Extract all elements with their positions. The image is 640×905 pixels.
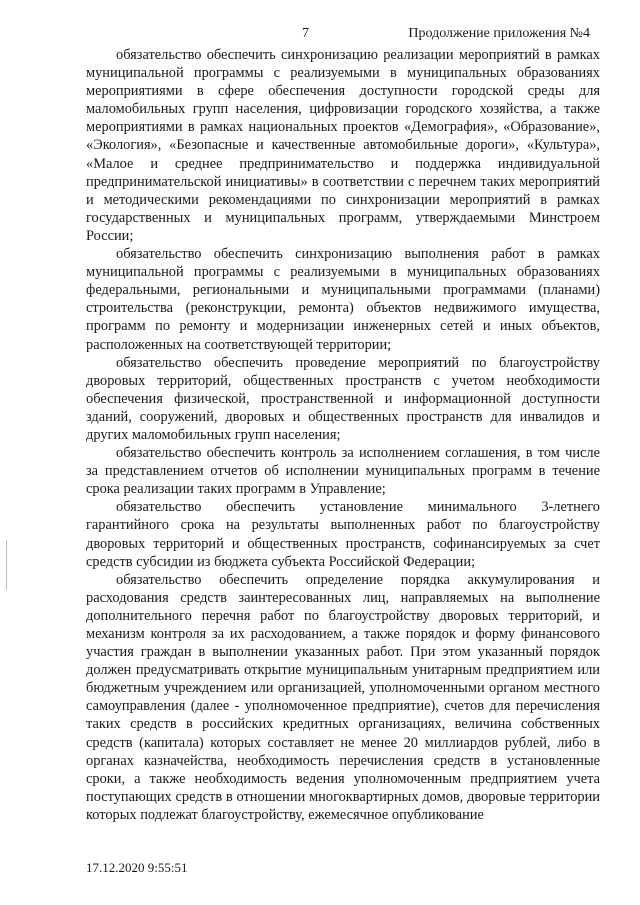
paragraph-sync-construction-programs: обязательство обеспечить синхронизацию выполнения работ в рамках муниципальной программы с реализуемыми в муниципальных образованиях федеральными, региональными и муниципальными программами (планами) строительства (реконструкции, ремонта) объектов недвижимого имущества, программ по ремонту и модернизации инженерных сетей и иных объектов, расположенных на соответствующей территории; bbox=[86, 246, 600, 353]
document-body bbox=[86, 46, 600, 824]
paragraph-accessibility: обязательство обеспечить проведение мероприятий по благоустройству дворовых территорий, общественных пространств с учетом необходимости обеспечения физической, пространственной и информационной доступности зданий, сооружений, дворовых и общественных пространств для инвалидов и других маломобильных групп населения; bbox=[86, 354, 600, 443]
scan-margin-mark bbox=[6, 540, 7, 590]
paragraph-sync-national-projects: обязательство обеспечить синхронизацию реализации мероприятий в рамках муниципальной программы с реализуемыми в муниципальных образованиях мероприятиями в сфере обеспечения доступности городской среды для маломобильных групп населения, цифровизации городского хозяйства, а также мероприятиями в рамках национальных проектов «Демография», «Образование», «Экология», «Безопасные и качественные автомобильные дороги», «Культура», «Малое и среднее предпринимательство и поддержка индивидуальной предпринимательской инициативы» в соответствии с перечнем таких мероприятий и методическими рекомендациями по синхронизации мероприятий в рамках государственных и муниципальных программ, утверждаемыми Минстроем России; bbox=[86, 47, 600, 244]
paragraph-warranty-period: обязательство обеспечить установление минимального 3-летнего гарантийного срока на результаты выполненных работ по благоустройству дворовых территорий и общественных пространств, софинансируемых за счет средств субсидии из бюджета субъекта Российской Федерации; bbox=[86, 499, 600, 570]
appendix-continuation-label: Продолжение приложения №4 bbox=[408, 26, 590, 41]
paragraph-agreement-control: обязательство обеспечить контроль за исполнением соглашения, в том числе за представлением отчетов об исполнении муниципальных программ в течение срока реализации таких программ в Управление; bbox=[86, 445, 600, 498]
print-timestamp: 17.12.2020 9:55:51 bbox=[86, 860, 188, 875]
paragraph-funds-accumulation: обязательство обеспечить определение порядка аккумулирования и расходования средств заинтересованных лиц, направляемых на выполнение дополнительного перечня работ по благоустройству дворовых территорий, и механизм контроля за их расходованием, а также порядок и форму финансового участия граждан в выполнении указанных работ. При этом указанный порядок должен предусматривать открытие муниципальным унитарным предприятием или бюджетным учреждением или организацией, уполномоченными органом местного самоуправления (далее - уполномоченное предприятие), счетов для перечисления таких средств в российских кредитных организациях, величина собственных средств (капитала) которых составляет не менее 20 миллиардов рублей, либо в органах казначейства, необходимость перечисления средств в установленные сроки, а также необходимость ведения уполномоченным предприятием учета поступающих средств в отношении многоквартирных домов, дворовые территории которых подлежат благоустройству, ежемесячное опубликование bbox=[86, 571, 600, 823]
page-number: 7 bbox=[302, 26, 309, 41]
